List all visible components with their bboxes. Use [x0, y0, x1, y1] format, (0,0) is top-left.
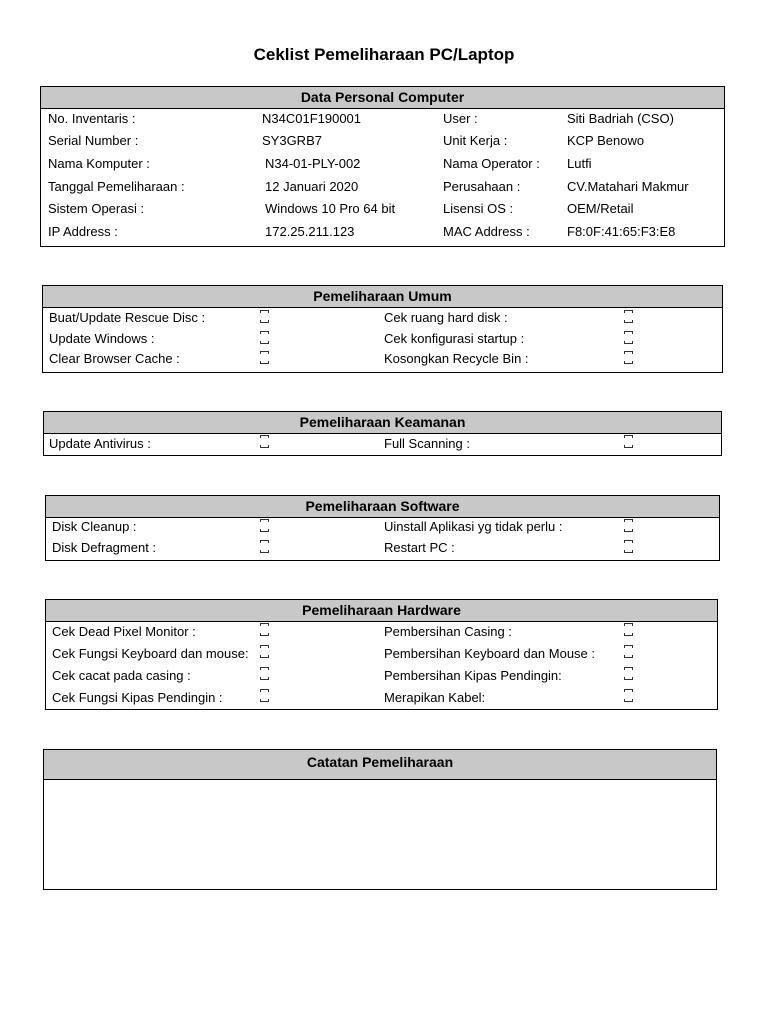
item-disk-cleanup: Disk Cleanup : [52, 519, 137, 534]
value-nama-operator: Lutfi [567, 156, 592, 171]
checkbox-full-scanning[interactable] [624, 435, 633, 448]
checkbox-pembersihan-kipas[interactable] [624, 667, 633, 680]
checkbox-uninstall-aplikasi[interactable] [624, 519, 633, 532]
item-update-antivirus: Update Antivirus : [49, 436, 151, 451]
label-mac-address: MAC Address : [443, 224, 530, 239]
label-no-inventaris: No. Inventaris : [48, 111, 136, 126]
catatan-pemeliharaan-header: Catatan Pemeliharaan [44, 750, 716, 780]
item-cek-cacat-casing: Cek cacat pada casing : [52, 668, 191, 683]
label-perusahaan: Perusahaan : [443, 179, 521, 194]
checkbox-update-antivirus[interactable] [260, 435, 269, 448]
label-nama-komputer: Nama Komputer : [48, 156, 150, 171]
item-uninstall-aplikasi: Uinstall Aplikasi yg tidak perlu : [384, 519, 563, 534]
data-pc-section [40, 86, 725, 247]
item-cek-dead-pixel: Cek Dead Pixel Monitor : [52, 624, 196, 639]
item-full-scanning: Full Scanning : [384, 436, 470, 451]
checkbox-disk-cleanup[interactable] [260, 519, 269, 532]
catatan-pemeliharaan-section [43, 749, 717, 890]
pemeliharaan-keamanan-header: Pemeliharaan Keamanan [44, 412, 721, 434]
item-pembersihan-keyboard: Pembersihan Keyboard dan Mouse : [384, 646, 596, 661]
item-cek-ruang-hard-disk: Cek ruang hard disk : [384, 310, 508, 325]
value-nama-komputer: N34-01-PLY-002 [265, 156, 361, 171]
item-cek-fungsi-kipas: Cek Fungsi Kipas Pendingin : [52, 690, 223, 705]
pemeliharaan-software-section [45, 495, 720, 561]
item-cek-konfigurasi-startup: Cek konfigurasi startup : [384, 331, 525, 346]
value-user: Siti Badriah (CSO) [567, 111, 674, 126]
checkbox-cek-dead-pixel[interactable] [260, 623, 269, 636]
label-nama-operator: Nama Operator : [443, 156, 540, 171]
value-lisensi-os: OEM/Retail [567, 201, 634, 216]
item-rescue-disc: Buat/Update Rescue Disc : [49, 310, 206, 325]
checkbox-pembersihan-casing[interactable] [624, 623, 633, 636]
value-mac-address: F8:0F:41:65:F3:E8 [567, 224, 676, 239]
label-unit-kerja: Unit Kerja : [443, 133, 508, 148]
item-merapikan-kabel: Merapikan Kabel: [384, 690, 486, 705]
label-lisensi-os: Lisensi OS : [443, 201, 514, 216]
checkbox-cek-cacat-casing[interactable] [260, 667, 269, 680]
value-perusahaan: CV.Matahari Makmur [567, 179, 689, 194]
document-title: Ceklist Pemeliharaan PC/Laptop [253, 45, 515, 64]
item-clear-browser-cache: Clear Browser Cache : [49, 351, 180, 366]
value-unit-kerja: KCP Benowo [567, 133, 645, 148]
item-pembersihan-casing: Pembersihan Casing : [384, 624, 512, 639]
item-cek-fungsi-keyboard: Cek Fungsi Keyboard dan mouse: [52, 646, 249, 661]
data-pc-header: Data Personal Computer [41, 87, 724, 109]
pemeliharaan-hardware-header: Pemeliharaan Hardware [46, 600, 717, 622]
checkbox-clear-browser-cache[interactable] [260, 351, 269, 364]
pemeliharaan-umum-section [42, 285, 723, 373]
pemeliharaan-umum-header: Pemeliharaan Umum [43, 286, 722, 308]
checkbox-cek-konfigurasi-startup[interactable] [624, 331, 633, 344]
pemeliharaan-keamanan-section [43, 411, 722, 456]
item-disk-defragment: Disk Defragment : [52, 540, 157, 555]
pemeliharaan-software-header: Pemeliharaan Software [46, 496, 719, 518]
value-tanggal-pemeliharaan: 12 Januari 2020 [265, 179, 359, 194]
pemeliharaan-hardware-section [45, 599, 718, 710]
item-pembersihan-kipas: Pembersihan Kipas Pendingin: [384, 668, 562, 683]
checkbox-kosongkan-recycle-bin[interactable] [624, 351, 633, 364]
item-restart-pc: Restart PC : [384, 540, 455, 555]
value-ip-address: 172.25.211.123 [265, 224, 355, 239]
checkbox-update-windows[interactable] [260, 331, 269, 344]
value-sistem-operasi: Windows 10 Pro 64 bit [265, 201, 396, 216]
checkbox-cek-fungsi-keyboard[interactable] [260, 645, 269, 658]
catatan-notes-area[interactable] [44, 779, 716, 889]
label-sistem-operasi: Sistem Operasi : [48, 201, 145, 216]
label-user: User : [443, 111, 478, 126]
label-ip-address: IP Address : [48, 224, 118, 239]
checkbox-disk-defragment[interactable] [260, 540, 269, 553]
label-tanggal-pemeliharaan: Tanggal Pemeliharaan : [48, 179, 185, 194]
checkbox-rescue-disc[interactable] [260, 310, 269, 323]
checkbox-restart-pc[interactable] [624, 540, 633, 553]
item-kosongkan-recycle-bin: Kosongkan Recycle Bin : [384, 351, 529, 366]
checkbox-cek-fungsi-kipas[interactable] [260, 689, 269, 702]
checkbox-cek-ruang-hard-disk[interactable] [624, 310, 633, 323]
value-no-inventaris: N34C01F190001 [262, 111, 362, 126]
checkbox-merapikan-kabel[interactable] [624, 689, 633, 702]
label-serial-number: Serial Number : [48, 133, 139, 148]
item-update-windows: Update Windows : [49, 331, 155, 346]
checkbox-pembersihan-keyboard[interactable] [624, 645, 633, 658]
value-serial-number: SY3GRB7 [262, 133, 322, 148]
